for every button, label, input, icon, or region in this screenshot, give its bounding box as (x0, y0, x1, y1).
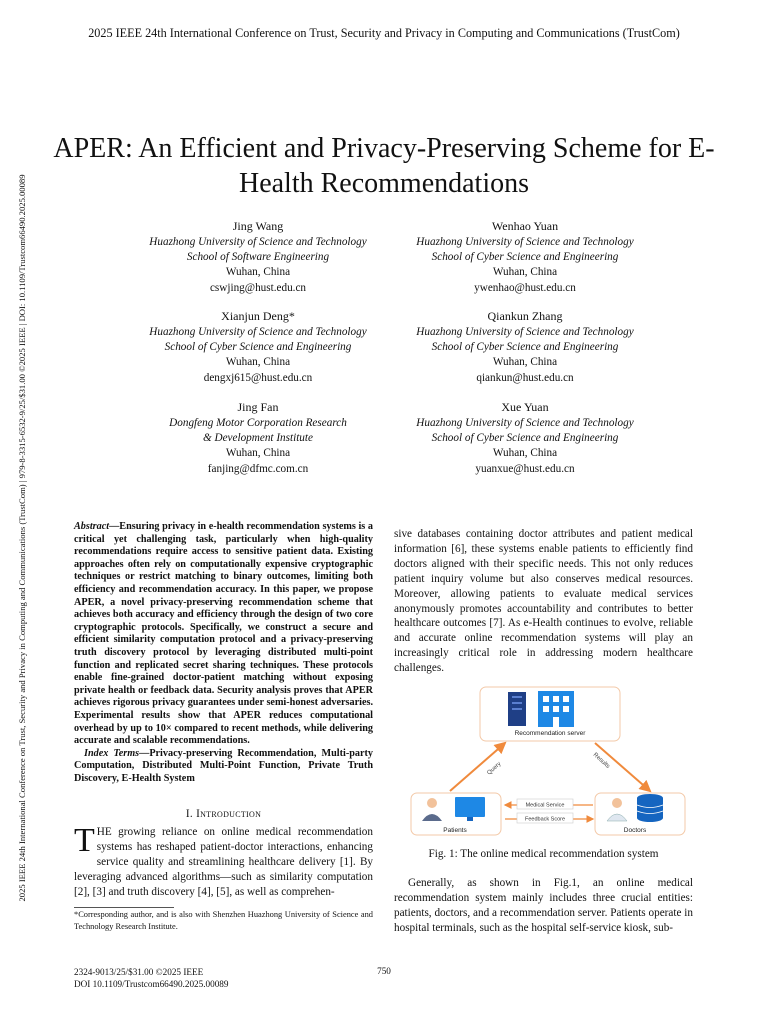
server-label: Recommendation server (514, 730, 586, 737)
drop-cap: T (74, 822, 95, 859)
author-name: Qiankun Zhang (487, 309, 563, 323)
author-affiliation: Dongfeng Motor Corporation Research (169, 417, 347, 429)
author-block (380, 308, 670, 386)
intro-text: HE growing reliance on online medical recommendation systems has reshaped patient-doctor interactions, enhancing service quality and streamlining healthcare delivery [1]. By leveraging advanced algorithms—such as similarity computation [2], [3] and truth discovery [4], [5], as well as comprehen- (74, 826, 373, 898)
results-label: Results (591, 752, 611, 770)
intro-paragraph (74, 822, 373, 900)
index-terms-label: Index Terms (84, 747, 140, 759)
author-department: & Development Institute (203, 432, 313, 445)
author-city: Wuhan, China (492, 356, 558, 369)
abstract-label: Abstract (74, 521, 110, 532)
medical-service-label: Medical Service (525, 802, 565, 809)
paper-title: APER: An Efficient and Privacy-Preserving Scheme for E-Health Recommendations (53, 133, 715, 199)
figure-caption: Fig. 1: The online medical recommendation system (428, 848, 659, 860)
hospital-building-icon (538, 691, 574, 727)
doctors-label: Doctors (623, 827, 647, 834)
author-name: Jing Fan (237, 400, 279, 414)
body-paragraph: sive databases containing doctor attributes and patient medical information [6], these systems enable patients to efficiently find doctors aligned with their specific needs. This not only reduces patient inquiry volume but also conserves medical resources. Moreover, allowing patients to evaluate medical services anonymously promotes accountability and contributes to better healthcare outcomes [7]. As e-Health continues to evolve, reliable and accurate online recommendation systems will play an increasingly critical role in addressing modern healthcare challenges. (394, 528, 693, 675)
author-email[interactable]: qiankun@hust.edu.cn (476, 371, 574, 384)
author-city: Wuhan, China (225, 356, 291, 369)
abstract-text: —Ensuring privacy in e-health recommendation systems is a critical yet challenging task, particularly when high-quality recommendations require access to sensitive patient data. Existing approaches often rely on computationally expensive cryptographic techniques or restrict matching to binary outcomes, limiting both efficiency and recommendation accuracy. In this paper, we propose APER, a novel privacy-preserving recommendation scheme that achieves both accuracy and efficiency through the design of two core cryptographic protocols. Specifically, we construct a secure and efficient similarity computation protocol and a privacy-preserving truth discovery protocol by leveraging distributed multi-point function and replicated secret sharing techniques. These protocols enable fine-grained doctor-patient matching without exposing private health or feedback data. Security analysis proves that APER achieves rigorous privacy guarantees under semi-honest adversaries. Experimental results show that APER reduces computational overhead by up to 10× compared to recent methods, while delivering accurate and scalable recommendations. (74, 521, 373, 747)
author-affiliation: Huazhong University of Science and Technology (416, 417, 634, 429)
author-email[interactable]: fanjing@dfmc.com.cn (207, 462, 309, 475)
author-department: School of Cyber Science and Engineering (164, 341, 352, 354)
footer-copyright (74, 966, 229, 990)
author-name: Wenhao Yuan (491, 219, 559, 233)
footnote-rule (74, 907, 174, 908)
author-block (113, 399, 403, 477)
author-city: Wuhan, China (225, 266, 291, 279)
database-icon (637, 794, 663, 822)
author-email[interactable]: dengxj615@hust.edu.cn (203, 371, 313, 384)
author-department: School of Cyber Science and Engineering (431, 432, 619, 445)
author-affiliation: Huazhong University of Science and Technology (149, 236, 367, 248)
author-name: Xue Yuan (501, 400, 549, 414)
side-doi-text: 2025 IEEE 24th International Conference on Trust, Security and Privacy in Computing and Communications (TrustCom) | 979-8-3315-6532-9/25/$31.00 ©2025 IEEE | DOI: 10.1109/Trustcom66490.2025.00089 (17, 174, 27, 902)
author-department: School of Cyber Science and Engineering (431, 341, 619, 354)
section-heading (74, 808, 373, 820)
author-city: Wuhan, China (225, 447, 291, 460)
conference-header: 2025 IEEE 24th International Conference on Trust, Security and Privacy in Computing and Communications (TrustCom) (88, 26, 680, 40)
index-terms-text: —Privacy-preserving Recommendation, Multi-party Computation, Distributed Multi-Point Function, Private Truth Discovery, E-Health System (74, 747, 373, 784)
author-affiliation: Huazhong University of Science and Technology (149, 326, 367, 338)
author-name: Jing Wang (232, 219, 284, 233)
query-label: Query (486, 761, 503, 777)
footer-line-issn: 2324-9013/25/$31.00 ©2025 IEEE (74, 967, 204, 977)
author-block (380, 218, 670, 296)
section-number: I. (185, 808, 193, 820)
results-arrow (595, 743, 650, 791)
author-department: School of Software Engineering (186, 251, 330, 264)
section-title: Introduction (196, 808, 262, 820)
page-number: 750 (377, 966, 391, 976)
author-affiliation: Huazhong University of Science and Technology (416, 326, 634, 338)
server-rack-icon (508, 692, 526, 726)
body-paragraph: Generally, as shown in Fig.1, an online medical recommendation system mainly includes three crucial entities: patients, doctors, and a recommendation server. Patients operate in hospital terminals, such as the hospital self-service kiosk, sub- (394, 877, 693, 934)
author-email[interactable]: ywenhao@hust.edu.cn (474, 281, 576, 294)
author-block (113, 218, 403, 296)
author-name: Xianjun Deng* (221, 309, 295, 323)
author-block (370, 399, 680, 477)
author-email[interactable]: yuanxue@hust.edu.cn (475, 462, 575, 475)
author-block (113, 308, 403, 386)
system-figure (405, 683, 695, 838)
author-affiliation: Huazhong University of Science and Technology (416, 236, 634, 248)
footer-line-doi: DOI 10.1109/Trustcom66490.2025.00089 (74, 979, 229, 989)
footnote: *Corresponding author, and is also with Shenzhen Huazhong University of Science and Technology Research Institute. (74, 910, 373, 931)
author-city: Wuhan, China (492, 266, 558, 279)
abstract (74, 521, 373, 785)
author-city: Wuhan, China (492, 447, 558, 460)
author-department: School of Cyber Science and Engineering (431, 251, 619, 264)
author-email[interactable]: cswjing@hust.edu.cn (209, 281, 307, 294)
feedback-label: Feedback Score (524, 816, 566, 823)
patients-label: Patients (443, 827, 467, 834)
